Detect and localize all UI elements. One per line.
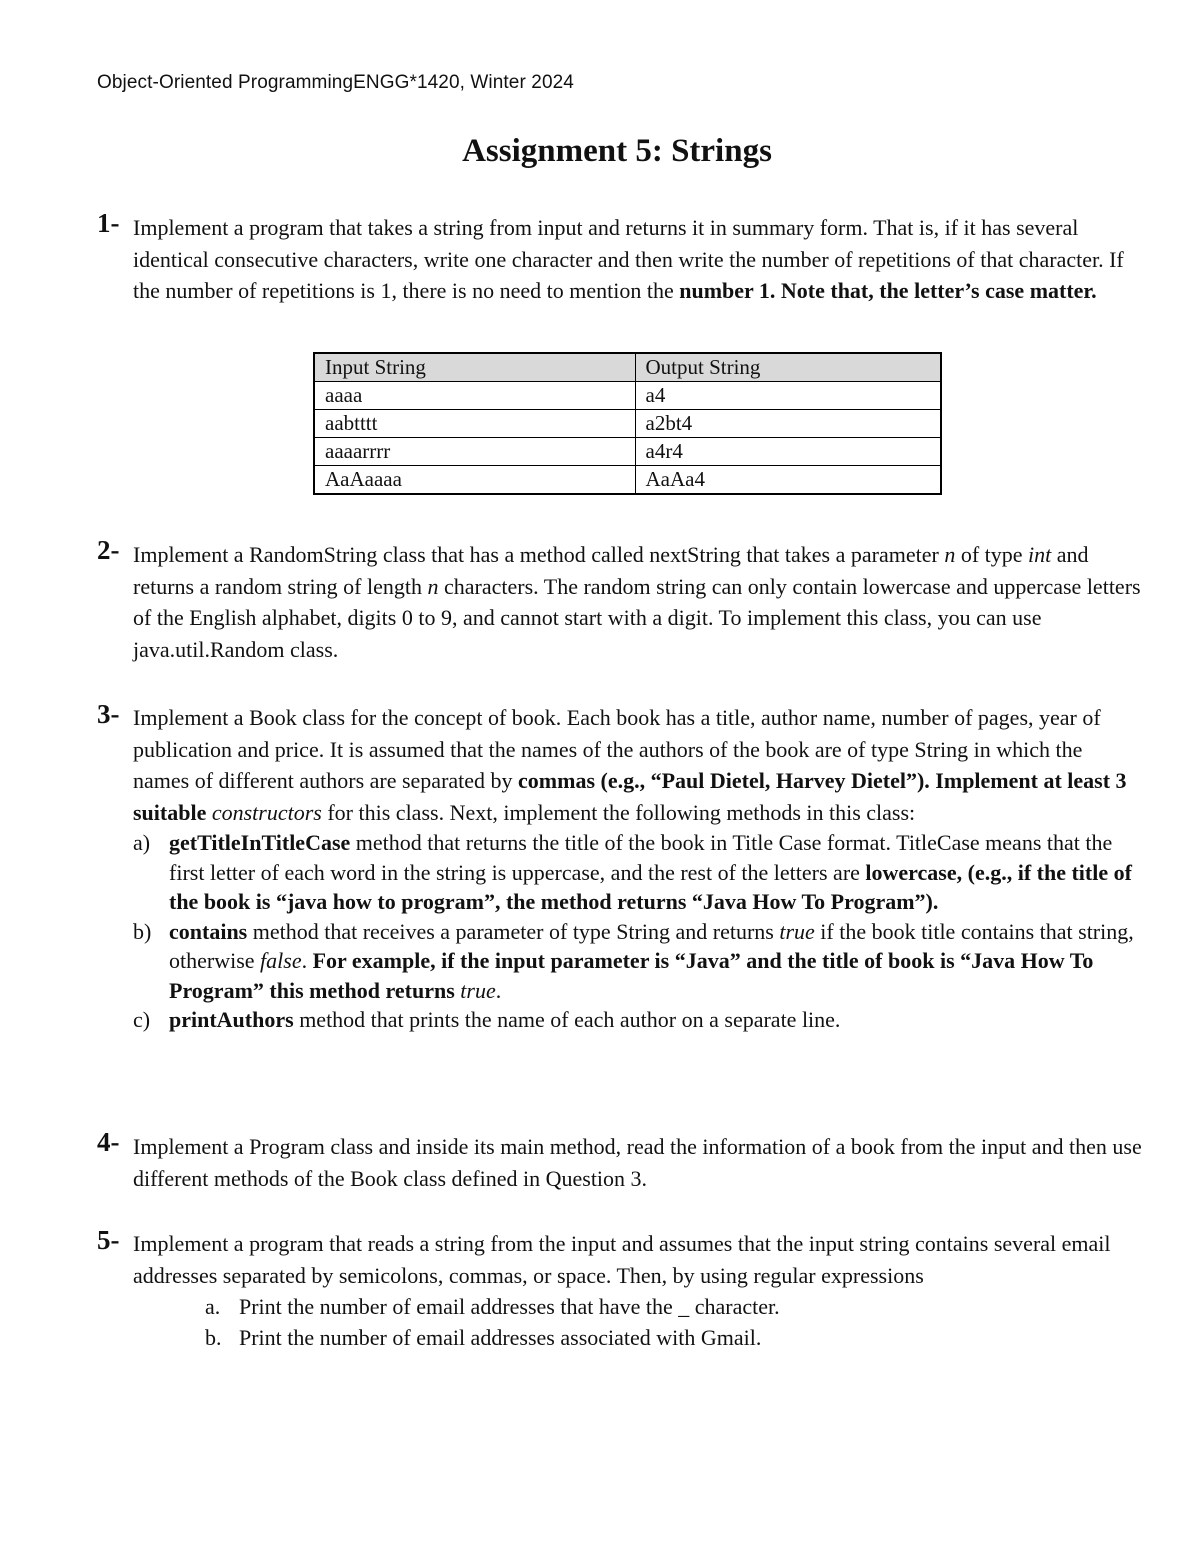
q3-item-c	[133, 1005, 1143, 1035]
table-cell: AaAa4	[635, 466, 941, 495]
question-1-text	[133, 212, 1143, 307]
table-row	[314, 382, 941, 410]
q1-text-regular: Implement a program that takes a string from input and returns it in summary form. That is, if it has several identical consecutive characters, write one character and then write the number of repetitions of that character. If the number of repetitions is 1, there is no need to mention the	[133, 215, 1124, 303]
q3-item-b-label: b)	[133, 918, 152, 944]
table-cell: aaaarrrr	[314, 438, 635, 466]
table-header-cell: Output String	[635, 353, 941, 382]
q2-n1: n	[944, 542, 956, 567]
question-5-number: 5-	[97, 1225, 120, 1255]
q3-constructors: constructors	[211, 799, 322, 825]
question-4-text	[133, 1131, 1143, 1194]
question-3-number: 3-	[97, 699, 120, 729]
q5-item-a-text: Print the number of email addresses that have the _ character.	[239, 1294, 780, 1319]
table-cell: aaaa	[314, 382, 635, 410]
page-title: Assignment 5: Strings	[462, 133, 772, 169]
q3-item-b-bold: For example, if the input parameter is “Java” and the title of book is “Java How To Program” this method returns	[169, 948, 1094, 1003]
document-header: Object-Oriented ProgrammingENGG*1420, Winter 2024	[97, 72, 574, 93]
q4-text: Implement a Program class and inside its main method, read the information of a book from the input and then use different methods of the Book class defined in Question 3.	[133, 1134, 1142, 1191]
table-cell: aabtttt	[314, 410, 635, 438]
table-header-cell: Input String	[314, 353, 635, 382]
q2-n2: n	[427, 573, 439, 599]
table-row	[314, 466, 941, 495]
q3-item-b-method: contains	[169, 918, 248, 944]
q5-item-a-label: a.	[205, 1294, 221, 1319]
q3-item-a-method: getTitleInTitleCase	[169, 830, 351, 855]
q3-item-a	[133, 828, 1143, 917]
q3-t2: for this class. Next, implement the following methods in this class:	[321, 799, 916, 825]
table-cell: a4	[635, 382, 941, 410]
q2-t1: Implement a RandomString class that has a method called nextString that takes a parameter	[133, 542, 945, 567]
question-5-text	[133, 1228, 1143, 1353]
q3-item-c-method: printAuthors	[169, 1007, 294, 1032]
q3-item-b-text2: if the book title contains that string, otherwise	[169, 918, 1134, 973]
table-cell: AaAaaaa	[314, 466, 635, 495]
q5-item-a	[133, 1291, 1143, 1322]
question-3-text	[133, 702, 1143, 1035]
q3-item-b-false: false	[260, 948, 302, 973]
q3-item-b-true: true	[779, 918, 815, 944]
q3-item-a-label: a)	[133, 830, 151, 855]
q3-item-c-text: method that prints the name of each author on a separate line.	[293, 1007, 841, 1032]
table-cell: a2bt4	[635, 410, 941, 438]
q3-item-b-text4: .	[495, 977, 502, 1003]
q2-t2: of type	[955, 542, 1029, 567]
table-cell: a4r4	[635, 438, 941, 466]
q2-t4: characters. The random string can only contain lowercase and uppercase letters of the English alphabet, digits 0 to 9, and cannot start with a digit. To implement this class, you can use java.util.Random class.	[133, 573, 1141, 662]
table-header-row	[314, 353, 941, 382]
table-row	[314, 410, 941, 438]
q3-item-a-bold: lowercase, (e.g., if the title of the book is “java how to program”, the method returns “Java How To Program”).	[169, 859, 1132, 914]
example-table	[313, 352, 942, 495]
question-4-number: 4-	[97, 1127, 120, 1157]
q5-item-b-label: b.	[205, 1325, 222, 1350]
q3-item-a-text: method that returns the title of the book in Title Case format. TitleCase means that the first letter of each word in the string is uppercase, and the rest of the letters are	[169, 830, 1113, 885]
question-1-number: 1-	[97, 208, 120, 238]
q3-item-c-label: c)	[133, 1007, 151, 1032]
q3-item-b-text3: .	[301, 948, 313, 973]
q5-item-b-text: Print the number of email addresses associated with Gmail.	[239, 1325, 762, 1350]
question-2-text	[133, 539, 1143, 665]
q5-item-b	[133, 1322, 1143, 1353]
q1-text-bold: number 1. Note that, the letter’s case matter.	[679, 278, 1097, 303]
q3-t1: Implement a Book class for the concept of book. Each book has a title, author name, number of pages, year of publication and price. It is assumed that the names of the authors of the book are of type String in which the names of different authors are separated by	[133, 705, 1101, 793]
q2-int: int	[1028, 542, 1052, 567]
q5-text: Implement a program that reads a string from the input and assumes that the input string contains several email addresses separated by semicolons, commas, or space. Then, by using regular expressions	[133, 1231, 1111, 1288]
question-2-number: 2-	[97, 535, 120, 565]
table-row	[314, 438, 941, 466]
q3-item-b-true2: true	[460, 977, 496, 1003]
q3-item-b-text: method that receives a parameter of type String and returns	[247, 918, 780, 944]
q3-t1-bold: commas (e.g., “Paul Dietel, Harvey Dietel”). Implement at least 3 suitable	[133, 768, 1127, 825]
q3-item-b	[133, 917, 1143, 1006]
q2-t3: and returns a random string of length	[133, 542, 1089, 599]
